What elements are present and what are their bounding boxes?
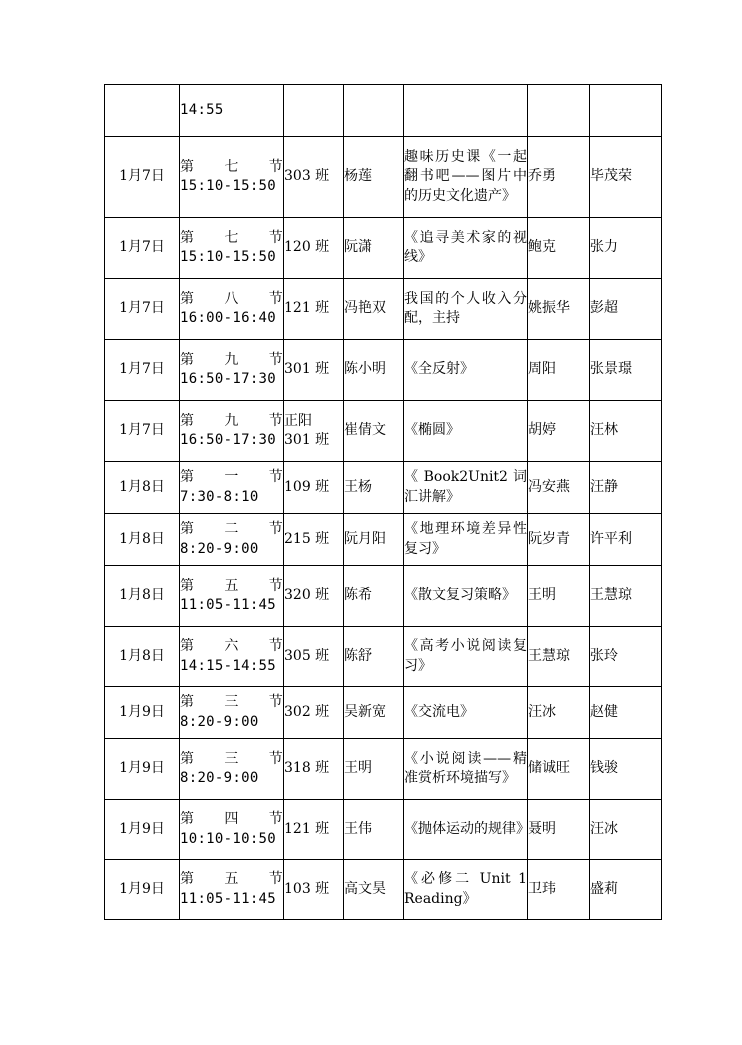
period-time: 16:00-16:40 bbox=[180, 310, 277, 326]
table-row bbox=[105, 340, 662, 401]
table-row bbox=[105, 279, 662, 340]
table-row bbox=[105, 85, 662, 137]
date-cell: 1月7日 bbox=[105, 218, 180, 279]
topic-cell: 《抛体运动的规律》 bbox=[404, 800, 528, 860]
table-row bbox=[105, 687, 662, 739]
guide2-cell: 汪林 bbox=[590, 401, 662, 462]
teacher-cell: 阮潇 bbox=[344, 218, 404, 279]
period-cell bbox=[180, 687, 284, 739]
period-label: 第二节 bbox=[180, 521, 283, 537]
class-cell: 121 班 bbox=[284, 279, 344, 340]
table-row bbox=[105, 860, 662, 920]
date-cell: 1月9日 bbox=[105, 739, 180, 800]
guide1-cell: 汪冰 bbox=[528, 687, 590, 739]
class-cell bbox=[284, 85, 344, 137]
class-cell: 120 班 bbox=[284, 218, 344, 279]
topic-cell bbox=[404, 85, 528, 137]
guide2-cell: 毕茂荣 bbox=[590, 137, 662, 218]
guide1-cell: 王慧琼 bbox=[528, 627, 590, 687]
schedule-body bbox=[105, 85, 662, 920]
teacher-cell: 王伟 bbox=[344, 800, 404, 860]
period-time: 15:10-15:50 bbox=[180, 178, 277, 194]
period-cell bbox=[180, 627, 284, 687]
period-label: 第八节 bbox=[180, 290, 283, 307]
teacher-cell: 杨莲 bbox=[344, 137, 404, 218]
period-cell bbox=[180, 85, 284, 137]
period-time: 15:10-15:50 bbox=[180, 249, 277, 265]
period-time: 16:50-17:30 bbox=[180, 432, 277, 448]
guide1-cell: 聂明 bbox=[528, 800, 590, 860]
period-label: 第三节 bbox=[180, 694, 283, 710]
teacher-cell: 王杨 bbox=[344, 462, 404, 514]
period-time: 8:20-9:00 bbox=[180, 540, 259, 557]
guide2-cell: 汪静 bbox=[590, 462, 662, 514]
guide1-cell: 储诚旺 bbox=[528, 739, 590, 800]
period-time: 7:30-8:10 bbox=[180, 488, 259, 505]
date-cell: 1月8日 bbox=[105, 462, 180, 514]
guide2-cell: 张玲 bbox=[590, 627, 662, 687]
class-cell: 109 班 bbox=[284, 462, 344, 514]
teacher-cell: 陈小明 bbox=[344, 340, 404, 401]
topic-cell: 《全反射》 bbox=[404, 340, 528, 401]
period-time: 11:05-11:45 bbox=[180, 890, 277, 907]
guide1-cell: 姚振华 bbox=[528, 279, 590, 340]
table-row bbox=[105, 514, 662, 566]
class-cell: 302 班 bbox=[284, 687, 344, 739]
date-cell: 1月7日 bbox=[105, 340, 180, 401]
period-cell bbox=[180, 800, 284, 860]
table-row bbox=[105, 566, 662, 627]
period-cell bbox=[180, 462, 284, 514]
teacher-cell: 冯艳双 bbox=[344, 279, 404, 340]
period-label: 第六节 bbox=[180, 638, 283, 654]
guide1-cell: 胡婷 bbox=[528, 401, 590, 462]
class-cell: 303 班 bbox=[284, 137, 344, 218]
period-cell bbox=[180, 137, 284, 218]
teacher-cell: 陈舒 bbox=[344, 627, 404, 687]
teacher-cell: 阮月阳 bbox=[344, 514, 404, 566]
date-cell: 1月9日 bbox=[105, 800, 180, 860]
topic-cell: 《高考小说阅读复习》 bbox=[404, 627, 528, 687]
guide2-cell: 王慧琼 bbox=[590, 566, 662, 627]
period-label: 第一节 bbox=[180, 469, 283, 485]
period-time: 8:20-9:00 bbox=[180, 713, 259, 730]
date-cell: 1月7日 bbox=[105, 279, 180, 340]
guide1-cell: 王明 bbox=[528, 566, 590, 627]
period-label: 第九节 bbox=[180, 351, 283, 368]
period-time: 14:55 bbox=[180, 101, 224, 118]
period-label: 第七节 bbox=[180, 229, 283, 246]
topic-cell: 《必修二 Unit 1 Reading》 bbox=[404, 860, 528, 920]
class-cell: 121 班 bbox=[284, 800, 344, 860]
table-row bbox=[105, 739, 662, 800]
date-cell: 1月9日 bbox=[105, 687, 180, 739]
topic-cell: 《椭圆》 bbox=[404, 401, 528, 462]
teacher-cell: 陈希 bbox=[344, 566, 404, 627]
guide1-cell: 阮岁青 bbox=[528, 514, 590, 566]
guide2-cell: 张力 bbox=[590, 218, 662, 279]
table-row bbox=[105, 218, 662, 279]
class-cell: 320 班 bbox=[284, 566, 344, 627]
guide1-cell bbox=[528, 85, 590, 137]
class-cell: 103 班 bbox=[284, 860, 344, 920]
period-cell bbox=[180, 218, 284, 279]
guide1-cell: 乔勇 bbox=[528, 137, 590, 218]
topic-cell: 《 Book2Unit2 词汇讲解》 bbox=[404, 462, 528, 514]
date-cell bbox=[105, 85, 180, 137]
date-cell: 1月8日 bbox=[105, 566, 180, 627]
class-cell: 正阳 301 班 bbox=[284, 401, 344, 462]
guide2-cell: 许平利 bbox=[590, 514, 662, 566]
table-row bbox=[105, 137, 662, 218]
period-time: 11:05-11:45 bbox=[180, 597, 277, 613]
period-cell bbox=[180, 401, 284, 462]
period-cell bbox=[180, 860, 284, 920]
period-cell bbox=[180, 739, 284, 800]
guide2-cell: 汪冰 bbox=[590, 800, 662, 860]
period-cell bbox=[180, 514, 284, 566]
topic-cell: 趣味历史课《一起翻书吧——图片中的历史文化遗产》 bbox=[404, 137, 528, 218]
table-row bbox=[105, 627, 662, 687]
period-label: 第七节 bbox=[180, 158, 283, 175]
period-cell bbox=[180, 279, 284, 340]
teacher-cell: 吴新宽 bbox=[344, 687, 404, 739]
guide2-cell: 赵健 bbox=[590, 687, 662, 739]
guide1-cell: 鲍克 bbox=[528, 218, 590, 279]
guide1-cell: 冯安燕 bbox=[528, 462, 590, 514]
topic-cell: 《小说阅读——精准赏析环境描写》 bbox=[404, 739, 528, 800]
guide2-cell: 彭超 bbox=[590, 279, 662, 340]
topic-cell: 《散文复习策略》 bbox=[404, 566, 528, 627]
period-time: 10:10-10:50 bbox=[180, 830, 277, 847]
guide1-cell: 周阳 bbox=[528, 340, 590, 401]
schedule-table bbox=[104, 84, 662, 920]
period-time: 16:50-17:30 bbox=[180, 371, 277, 387]
period-label: 第五节 bbox=[180, 871, 283, 887]
date-cell: 1月8日 bbox=[105, 514, 180, 566]
table-row bbox=[105, 462, 662, 514]
period-time: 8:20-9:00 bbox=[180, 770, 259, 786]
topic-cell: 《追寻美术家的视线》 bbox=[404, 218, 528, 279]
topic-cell: 《交流电》 bbox=[404, 687, 528, 739]
teacher-cell: 崔倩文 bbox=[344, 401, 404, 462]
topic-cell: 《地理环境差异性复习》 bbox=[404, 514, 528, 566]
table-row bbox=[105, 800, 662, 860]
topic-cell: 我国的个人收入分配，主持 bbox=[404, 279, 528, 340]
date-cell: 1月7日 bbox=[105, 401, 180, 462]
guide2-cell: 盛莉 bbox=[590, 860, 662, 920]
teacher-cell: 高文昊 bbox=[344, 860, 404, 920]
period-time: 14:15-14:55 bbox=[180, 657, 277, 674]
date-cell: 1月8日 bbox=[105, 627, 180, 687]
teacher-cell: 王明 bbox=[344, 739, 404, 800]
guide2-cell bbox=[590, 85, 662, 137]
date-cell: 1月9日 bbox=[105, 860, 180, 920]
period-label: 第四节 bbox=[180, 811, 283, 827]
period-cell bbox=[180, 566, 284, 627]
period-label: 第三节 bbox=[180, 750, 283, 767]
guide1-cell: 卫玮 bbox=[528, 860, 590, 920]
table-row bbox=[105, 401, 662, 462]
period-label: 第五节 bbox=[180, 577, 283, 594]
class-cell: 301 班 bbox=[284, 340, 344, 401]
period-label: 第九节 bbox=[180, 412, 283, 429]
teacher-cell bbox=[344, 85, 404, 137]
class-cell: 305 班 bbox=[284, 627, 344, 687]
class-cell: 215 班 bbox=[284, 514, 344, 566]
guide2-cell: 钱骏 bbox=[590, 739, 662, 800]
guide2-cell: 张景璟 bbox=[590, 340, 662, 401]
class-cell: 318 班 bbox=[284, 739, 344, 800]
period-cell bbox=[180, 340, 284, 401]
date-cell: 1月7日 bbox=[105, 137, 180, 218]
